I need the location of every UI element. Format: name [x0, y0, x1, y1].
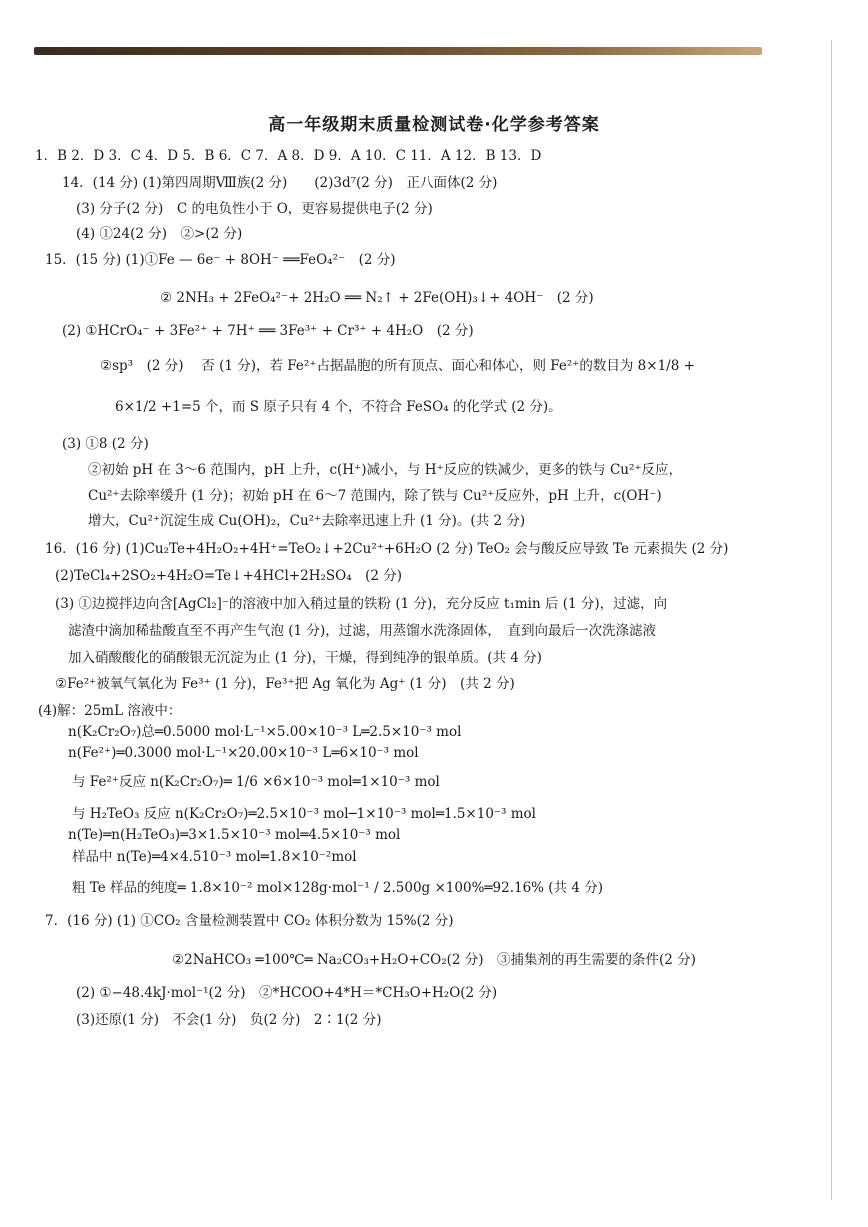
answer-line: 滤渣中滴加稀盐酸直至不再产生气泡 (1 分)，过滤，用蒸馏水洗涤固体， 直到向最后一次洗涤滤液 — [68, 623, 656, 639]
answer-line: Cu²⁺去除率缓升 (1 分)；初始 pH 在 6～7 范围内，除了铁与 Cu²⁺反应外，pH 上升，c(OH⁻) — [88, 488, 662, 504]
answer-line: (3)还原(1 分) 不会(1 分) 负(2 分) 2∶1(2 分) — [76, 1012, 382, 1028]
answer-line: ②2NaHCO₃ ═100℃═ Na₂CO₃+H₂O+CO₂(2 分) ③捕集剂的再生需要的条件(2 分) — [172, 952, 696, 968]
answer-line: 1．B 2．D 3．C 4．D 5．B 6．C 7．A 8．D 9．A 10．C 11．A 12．B 13．D — [35, 148, 542, 164]
answer-line: (3) ①边搅拌边向含[AgCl₂]⁻的溶液中加入稍过量的铁粉 (1 分)，充分反应 t₁min 后 (1 分)，过滤，向 — [55, 596, 668, 612]
answer-line: 粗 Te 样品的纯度═ 1.8×10⁻² mol×128g·mol⁻¹ / 2.500g ×100%═92.16% (共 4 分) — [72, 880, 603, 896]
page-edge-line — [831, 40, 832, 1200]
answer-line: 与 H₂TeO₃ 反应 n(K₂Cr₂O₇)═2.5×10⁻³ mol─1×10⁻³ mol═1.5×10⁻³ mol — [72, 806, 536, 822]
page-title: 高一年级期末质量检测试卷·化学参考答案 — [268, 115, 600, 135]
answer-line: n(Fe²⁺)═0.3000 mol·L⁻¹×20.00×10⁻³ L═6×10⁻³ mol — [68, 745, 419, 761]
answer-line: n(K₂Cr₂O₇)总═0.5000 mol·L⁻¹×5.00×10⁻³ L═2.5×10⁻³ mol — [68, 724, 462, 740]
answer-line: 增大，Cu²⁺沉淀生成 Cu(OH)₂，Cu²⁺去除率迅速上升 (1 分)。(共 2 分) — [88, 513, 526, 529]
answer-line: 6×1/2 +1=5 个，而 S 原子只有 4 个，不符合 FeSO₄ 的化学式 (2 分)。 — [115, 399, 562, 415]
answer-line: (3) ①8 (2 分) — [62, 436, 149, 452]
answer-line: ②Fe²⁺被氧气氧化为 Fe³⁺ (1 分)，Fe³⁺把 Ag 氧化为 Ag⁺ (1 分) (共 2 分) — [55, 676, 515, 692]
answer-line: 14．(14 分) (1)第四周期Ⅷ族(2 分) (2)3d⁷(2 分) 正八面体(2 分) — [62, 175, 498, 191]
answer-line: 加入硝酸酸化的硝酸银无沉淀为止 (1 分)，干燥，得到纯净的银单质。(共 4 分) — [68, 650, 542, 666]
answer-line: ②初始 pH 在 3～6 范围内，pH 上升，c(H⁺)减小，与 H⁺反应的铁减少，更多的铁与 Cu²⁺反应， — [88, 462, 682, 478]
answer-line: (4)解：25mL 溶液中： — [38, 703, 182, 719]
answer-line: 15．(15 分) (1)①Fe — 6e⁻ + 8OH⁻ ══FeO₄²⁻ (2 分) — [45, 252, 396, 268]
answer-line: (2)TeCl₄+2SO₂+4H₂O=Te↓+4HCl+2H₂SO₄ (2 分) — [55, 568, 403, 584]
answer-line: 样品中 n(Te)═4×4.510⁻³ mol═1.8×10⁻²mol — [72, 849, 357, 865]
answer-line: ②sp³ (2 分) 否 (1 分)，若 Fe²⁺占据晶胞的所有顶点、面心和体心，则 Fe²⁺的数目为 8×1/8 + — [100, 358, 695, 374]
answer-line: n(Te)═n(H₂TeO₃)═3×1.5×10⁻³ mol═4.5×10⁻³ mol — [68, 827, 401, 843]
answer-line: (2) ①HCrO₄⁻ + 3Fe²⁺ + 7H⁺ ══ 3Fe³⁺ + Cr³⁺ + 4H₂O (2 分) — [62, 323, 474, 339]
answer-line: (2) ①−48.4kJ·mol⁻¹(2 分) ②*HCOO+4*H＝*CH₃O+H₂O(2 分) — [76, 985, 498, 1001]
answer-line: (4) ①24(2 分) ②>(2 分) — [76, 226, 243, 242]
answer-line: 7．(16 分) (1) ①CO₂ 含量检测装置中 CO₂ 体积分数为 15%(2 分) — [45, 913, 454, 929]
top-decorative-bar — [34, 47, 762, 55]
answer-line: ② 2NH₃ + 2FeO₄²⁻+ 2H₂O ══ N₂↑ + 2Fe(OH)₃↓+ 4OH⁻ (2 分) — [160, 290, 594, 306]
answer-line: 与 Fe²⁺反应 n(K₂Cr₂O₇)═ 1/6 ×6×10⁻³ mol═1×10⁻³ mol — [72, 774, 440, 790]
answer-line: 16．(16 分) (1)Cu₂Te+4H₂O₂+4H⁺=TeO₂↓+2Cu²⁺+6H₂O (2 分) TeO₂ 会与酸反应导致 Te 元素损失 (2 分) — [45, 541, 729, 557]
answer-line: (3) 分子(2 分) C 的电负性小于 O，更容易提供电子(2 分) — [76, 201, 433, 217]
